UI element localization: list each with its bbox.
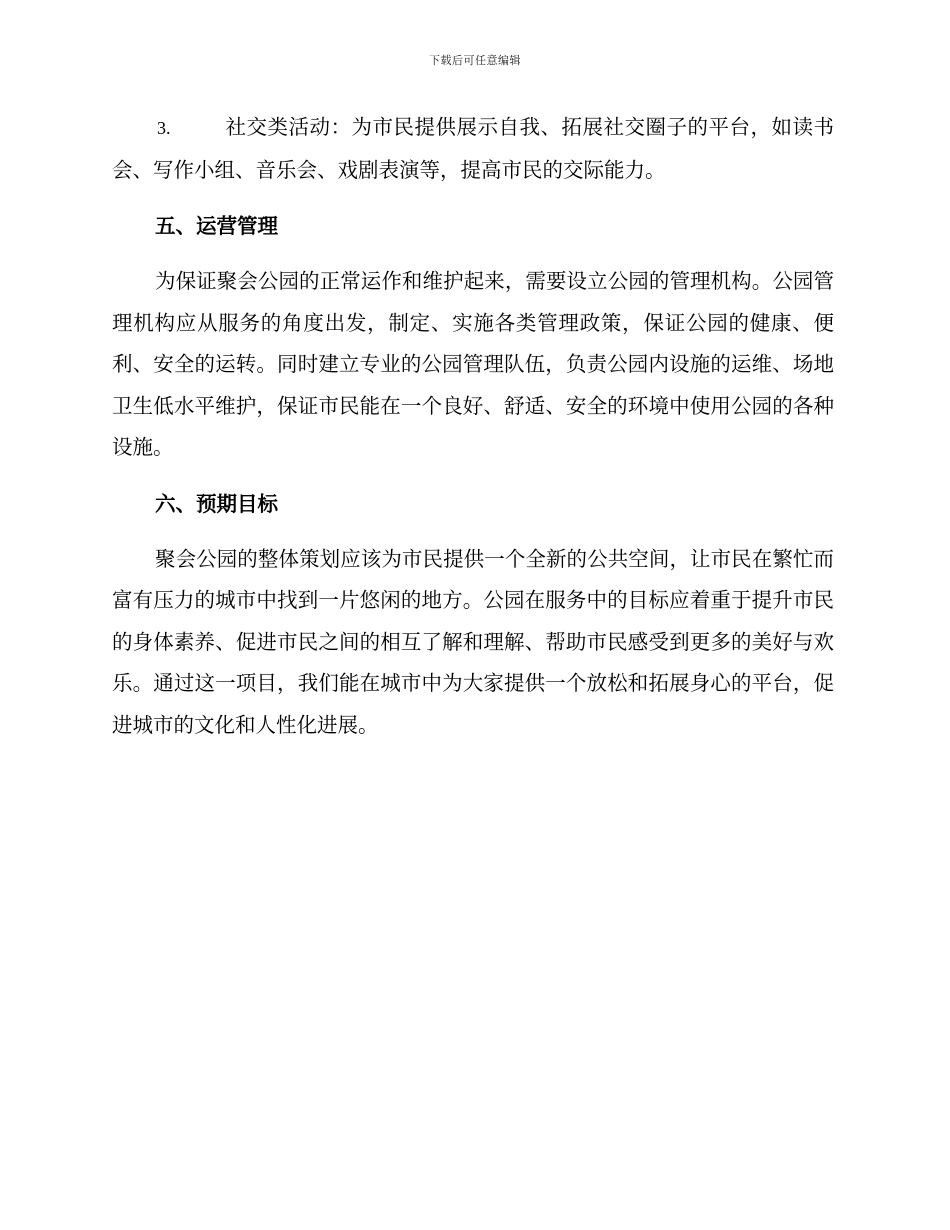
list-number: 3. — [157, 118, 171, 138]
document-body — [112, 106, 834, 746]
section-heading-goals: 六、预期目标 — [155, 491, 278, 516]
paragraph-operations: 为保证聚会公园的正常运作和维护起来，需要设立公园的管理机构。公园管理机构应从服务的角度出发，制定、实施各类管理政策，保证公园的健康、便利、安全的运转。同时建立专业的公园管理队伍，负责公园内设施的运维、场地卫生低水平维护，保证市民能在一个良好、舒适、安全的环境中使用公园的各种设施。 — [112, 269, 834, 459]
section-heading-operations: 五、运营管理 — [155, 214, 278, 238]
paragraph-goals: 聚会公园的整体策划应该为市民提供一个全新的公共空间，让市民在繁忙而富有压力的城市中找到一片悠闲的地方。公园在服务中的目标应着重于提升市民的身体素养、促进市民之间的相互了解和理解、帮助市民感受到更多的美好与欢乐。通过这一项目，我们能在城市中为大家提供一个放松和拓展身心的平台，促进城市的文化和人性化进展。 — [112, 546, 834, 737]
list-item-text: 社交类活动：为市民提供展示自我、拓展社交圈子的平台，如读书会、写作小组、音乐会、戏剧表演等，提高市民的交际能力。 — [112, 115, 834, 182]
list-item-3 — [112, 106, 834, 191]
page-header: 下载后可任意编辑 — [429, 54, 521, 67]
